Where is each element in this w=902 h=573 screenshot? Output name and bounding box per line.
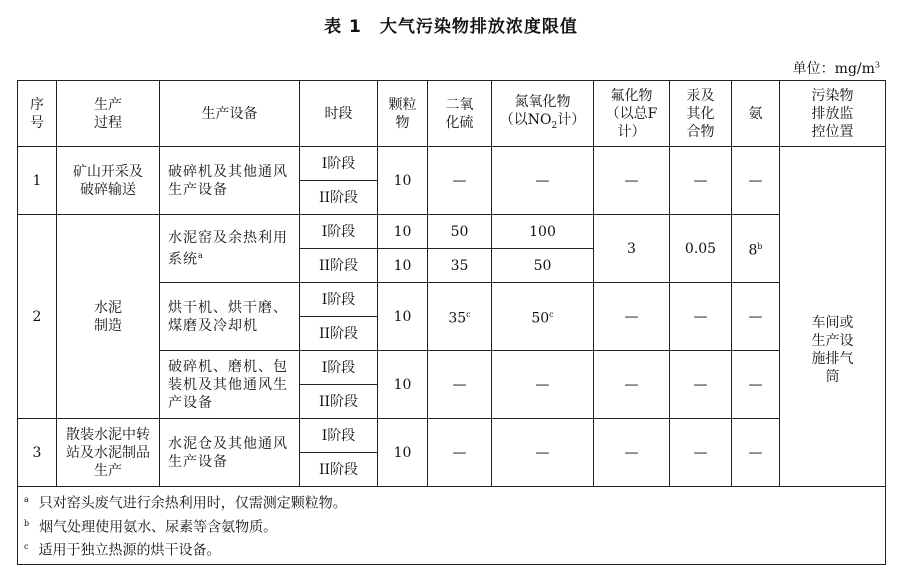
unit-label — [793, 58, 880, 78]
monitor-location: 车间或生产设施排气筒 — [780, 215, 886, 487]
nox-value: — — [492, 419, 594, 487]
pm-value: 10 — [378, 249, 428, 283]
unit-text: 单位：mg/m — [792, 61, 875, 77]
row-process: 散装水泥中转站及水泥制品生产 — [57, 419, 160, 487]
nox-value: 100 — [492, 215, 594, 249]
table-row — [18, 419, 886, 453]
stage-cell: I阶段 — [300, 215, 378, 249]
header-fluoride: 氟化物（以总F计） — [594, 81, 670, 147]
mercury-value: — — [670, 147, 732, 215]
stage-cell: II阶段 — [300, 453, 378, 487]
row-process: 水泥制造 — [57, 215, 160, 419]
table-title: 表 1 大气污染物排放浓度限值 — [324, 17, 578, 37]
header-stage: 时段 — [300, 81, 378, 147]
notes-row — [18, 487, 886, 565]
ammonia-value: — — [732, 351, 780, 419]
header-process: 生产过程 — [57, 81, 160, 147]
row-equipment: 水泥窑及余热利用系统$^a$ — [160, 215, 300, 283]
header-equipment: 生产设备 — [160, 81, 300, 147]
so2-value: — — [428, 147, 492, 215]
nox-value: 50$^c$ — [492, 283, 594, 351]
ammonia-value: — — [732, 283, 780, 351]
fluoride-value: 3 — [594, 215, 670, 283]
row-no: 1 — [18, 147, 57, 215]
fluoride-value: — — [594, 351, 670, 419]
header-pm: 颗粒物 — [378, 81, 428, 147]
fluoride-value: — — [594, 283, 670, 351]
stage-cell: I阶段 — [300, 419, 378, 453]
header-nox-sub: （以$NO_2$计） — [499, 111, 586, 131]
row-process: 矿山开采及破碎输送 — [57, 147, 160, 215]
nox-value: 50 — [492, 249, 594, 283]
row-equipment: 水泥仓及其他通风生产设备 — [160, 419, 300, 487]
header-mercury: 汞及其化合物 — [670, 81, 732, 147]
unit-superscript: 3 — [874, 60, 880, 70]
row-equipment: 破碎机、磨机、包装机及其他通风生产设备 — [160, 351, 300, 419]
stage-cell: I阶段 — [300, 351, 378, 385]
header-nox-main: 氮氧化物 — [514, 93, 571, 110]
stage-cell: I阶段 — [300, 283, 378, 317]
pm-value: 10 — [378, 283, 428, 351]
footnote-mark: a — [198, 250, 204, 260]
stage-cell: II阶段 — [300, 181, 378, 215]
table-row — [18, 147, 886, 181]
stage-cell: II阶段 — [300, 317, 378, 351]
stage-cell: II阶段 — [300, 385, 378, 419]
fluoride-value: — — [594, 147, 670, 215]
nox-value: — — [492, 351, 594, 419]
nox-value: — — [492, 147, 594, 215]
row-equipment: 破碎机及其他通风生产设备 — [160, 147, 300, 215]
mercury-value: — — [670, 283, 732, 351]
mercury-value: — — [670, 419, 732, 487]
ammonia-value: — — [732, 419, 780, 487]
row-no: 2 — [18, 215, 57, 419]
mercury-value: — — [670, 351, 732, 419]
so2-value: — — [428, 419, 492, 487]
header-nox — [492, 81, 594, 147]
pm-value: 10 — [378, 147, 428, 215]
ammonia-value: 8$^b$ — [732, 215, 780, 283]
pm-value: 10 — [378, 419, 428, 487]
footnote-mark: c — [466, 309, 471, 319]
header-ammonia: 氨 — [732, 81, 780, 147]
footnote-a: $^a$ 只对窑头废气进行余热利用时，仅需测定颗粒物。 — [24, 495, 347, 512]
row-equipment: 烘干机、烘干磨、煤磨及冷却机 — [160, 283, 300, 351]
footnote-mark: b — [757, 241, 763, 251]
stage-cell: II阶段 — [300, 249, 378, 283]
mercury-value: 0.05 — [670, 215, 732, 283]
header-so2: 二氧化硫 — [428, 81, 492, 147]
emission-limits-table — [17, 80, 886, 565]
pm-value: 10 — [378, 351, 428, 419]
monitor-cell-top — [780, 147, 886, 215]
header-no: 序号 — [18, 81, 57, 147]
footnote-mark: c — [549, 309, 554, 319]
footnotes — [18, 487, 886, 565]
so2-value: 35$^c$ — [428, 283, 492, 351]
ammonia-value: — — [732, 147, 780, 215]
header-row — [18, 81, 886, 147]
so2-value: — — [428, 351, 492, 419]
row-no: 3 — [18, 419, 57, 487]
table-row — [18, 215, 886, 249]
footnote-c: $^c$ 适用于独立热源的烘干设备。 — [24, 542, 221, 559]
footnote-b: $^b$ 烟气处理使用氨水、尿素等含氨物质。 — [24, 518, 278, 536]
so2-value: 35 — [428, 249, 492, 283]
fluoride-value: — — [594, 419, 670, 487]
header-monitor: 污染物排放监控位置 — [780, 81, 886, 147]
pm-value: 10 — [378, 215, 428, 249]
so2-value: 50 — [428, 215, 492, 249]
stage-cell: I阶段 — [300, 147, 378, 181]
